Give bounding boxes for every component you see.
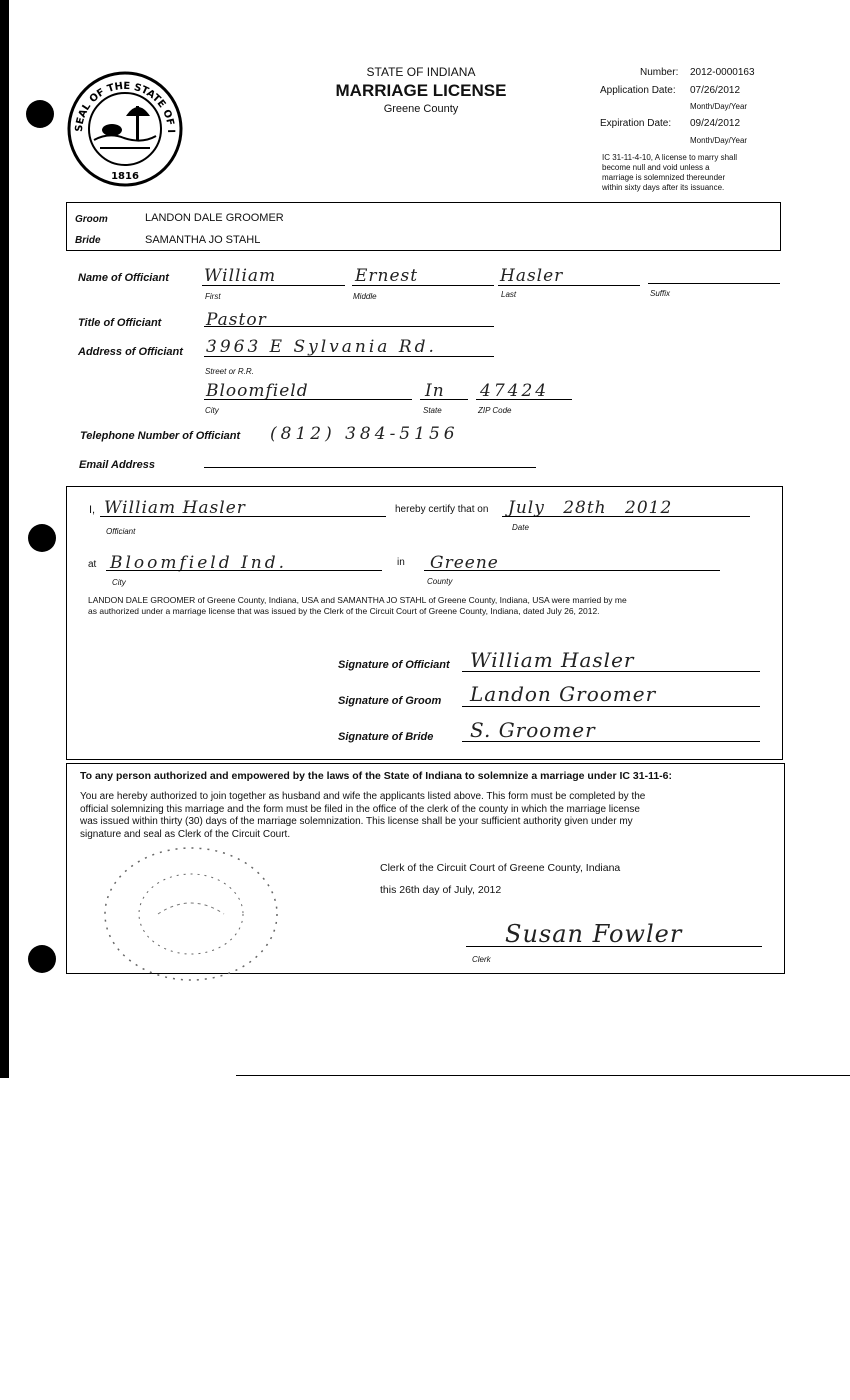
- expiration-date: 09/24/2012: [690, 118, 741, 129]
- application-date: 07/26/2012: [690, 85, 741, 96]
- officiant-last-name: Hasler: [500, 266, 564, 286]
- signature-groom: Landon Groomer: [470, 682, 657, 706]
- officiant-zip: 47424: [480, 381, 550, 401]
- expiration-date-format: Month/Day/Year: [690, 136, 748, 145]
- authorization-line: signature and seal as Clerk of the Circuit Court.: [80, 828, 291, 840]
- signature-officiant-label: Signature of Officiant: [338, 659, 450, 671]
- clerk-line: [466, 946, 762, 947]
- hole-punch-bottom: [28, 945, 56, 973]
- date-line: [502, 516, 750, 517]
- certificate-box: [66, 486, 783, 760]
- document-title: MARRIAGE LICENSE: [335, 81, 507, 100]
- certificate-date: July 28th 2012: [508, 498, 673, 518]
- groom-name: LANDON DALE GROOMER: [145, 212, 284, 224]
- scan-edge-bottom: [236, 1075, 850, 1076]
- certificate-i: I,: [89, 504, 96, 516]
- state-caption: State: [423, 406, 442, 415]
- first-caption: First: [205, 292, 221, 301]
- cert-county-caption: County: [427, 577, 453, 586]
- street-caption: Street or R.R.: [205, 367, 254, 376]
- signature-bride: S. Groomer: [470, 718, 596, 742]
- bride-label: Bride: [75, 235, 101, 246]
- officiant-title-label: Title of Officiant: [78, 317, 162, 329]
- bride-name: SAMANTHA JO STAHL: [145, 234, 261, 246]
- state-seal: [64, 70, 186, 188]
- application-date-format: Month/Day/Year: [690, 102, 748, 111]
- cert-city-line: [106, 570, 382, 571]
- marriage-statement: [88, 595, 627, 617]
- license-number: 2012-0000163: [690, 67, 755, 78]
- number-label: Number:: [640, 67, 679, 78]
- clerk-embossed-seal: [98, 842, 284, 992]
- officiant-title: Pastor: [206, 310, 267, 330]
- clerk-caption: Clerk: [472, 955, 491, 964]
- state-line: [420, 399, 468, 400]
- statute-note-line: IC 31-11-4-10, A license to marry shall: [602, 153, 738, 162]
- certificate-officiant: William Hasler: [104, 498, 246, 518]
- cert-city-caption: City: [112, 578, 126, 587]
- cert-county-line: [424, 570, 720, 571]
- county-heading: Greene County: [383, 103, 459, 115]
- seal-text: SEAL OF THE STATE OF I: [73, 80, 177, 134]
- officiant-phone: (812) 384-5156: [270, 424, 459, 444]
- statement-line: as authorized under a marriage license that was issued by the Clerk of the Circuit Court of Greene County, Indiana, dated July 26, 2012.: [88, 606, 600, 616]
- last-name-line: [498, 285, 640, 286]
- signature-bride-line: [462, 741, 760, 742]
- authorization-line: official solemnizing this marriage and the form must be filed in the office of the clerk of the county in which the marriage license: [80, 803, 640, 815]
- certificate-county: Greene: [430, 553, 499, 573]
- first-name-line: [202, 285, 345, 286]
- officiant-middle-name: Ernest: [355, 266, 419, 286]
- clerk-title: Clerk of the Circuit Court of Greene County, Indiana: [380, 862, 621, 874]
- officiant-state: In: [425, 381, 445, 401]
- statute-note-line: within sixty days after its issuance.: [602, 183, 725, 192]
- zip-caption: ZIP Code: [478, 406, 512, 415]
- email-line: [204, 467, 536, 468]
- zip-line: [476, 399, 572, 400]
- signature-bride-label: Signature of Bride: [338, 731, 434, 743]
- statute-note-line: become null and void unless a: [602, 163, 710, 172]
- signature-groom-label: Signature of Groom: [338, 695, 442, 707]
- authorization-body: [80, 791, 645, 841]
- authorization-heading: To any person authorized and empowered by the laws of the State of Indiana to solemnize a marriage under IC 31-11-6:: [80, 770, 673, 782]
- expiration-date-label: Expiration Date:: [600, 118, 672, 129]
- street-line: [204, 356, 494, 357]
- officiant-address-label: Address of Officiant: [78, 346, 183, 358]
- signature-officiant: William Hasler: [470, 648, 635, 672]
- statute-note-line: marriage is solemnized thereunder: [602, 173, 726, 182]
- hole-punch-top: [26, 100, 54, 128]
- email-label: Email Address: [79, 459, 156, 471]
- certificate-at: at: [88, 559, 97, 570]
- state-heading: STATE OF INDIANA: [366, 65, 476, 79]
- certificate-city: Bloomfield Ind.: [110, 553, 287, 573]
- officiant-caption: Officiant: [106, 527, 136, 536]
- statement-line: LANDON DALE GROOMER of Greene County, Indiana, USA and SAMANTHA JO STAHL of Greene County, Indiana, USA were married by me: [88, 595, 627, 605]
- issue-date: this 26th day of July, 2012: [380, 884, 502, 896]
- officiant-city: Bloomfield: [206, 381, 309, 401]
- certificate-in: in: [397, 557, 405, 568]
- officiant-phone-label: Telephone Number of Officiant: [80, 430, 241, 442]
- date-caption: Date: [512, 523, 529, 532]
- suffix-caption: Suffix: [650, 289, 671, 298]
- middle-name-line: [352, 285, 494, 286]
- groom-label: Groom: [75, 214, 108, 225]
- signature-officiant-line: [462, 671, 760, 672]
- officiant-line: [100, 516, 386, 517]
- signature-groom-line: [462, 706, 760, 707]
- application-date-label: Application Date:: [600, 85, 676, 96]
- statute-note: [602, 153, 737, 193]
- authorization-line: was issued within thirty (30) days of the marriage solemnization. This license shall be your sufficient authority given under my: [80, 816, 633, 827]
- suffix-line: [648, 283, 780, 284]
- city-caption: City: [205, 406, 219, 415]
- authorization-line: You are hereby authorized to join together as husband and wife the applicants listed above. This form must be completed by the: [80, 791, 646, 802]
- hole-punch-middle: [28, 524, 56, 552]
- middle-caption: Middle: [353, 292, 377, 301]
- officiant-first-name: William: [204, 266, 277, 286]
- seal-year: 1816: [111, 171, 139, 182]
- clerk-signature: Susan Fowler: [505, 920, 683, 948]
- city-line: [204, 399, 412, 400]
- scan-edge: [0, 0, 9, 1078]
- certify-text: hereby certify that on: [395, 504, 489, 515]
- officiant-street: 3963 E Sylvania Rd.: [206, 337, 437, 357]
- last-caption: Last: [501, 290, 517, 299]
- officiant-name-label: Name of Officiant: [78, 272, 169, 284]
- svg-text:SEAL OF THE STATE OF INDIANA: [64, 70, 176, 133]
- title-line: [204, 326, 494, 327]
